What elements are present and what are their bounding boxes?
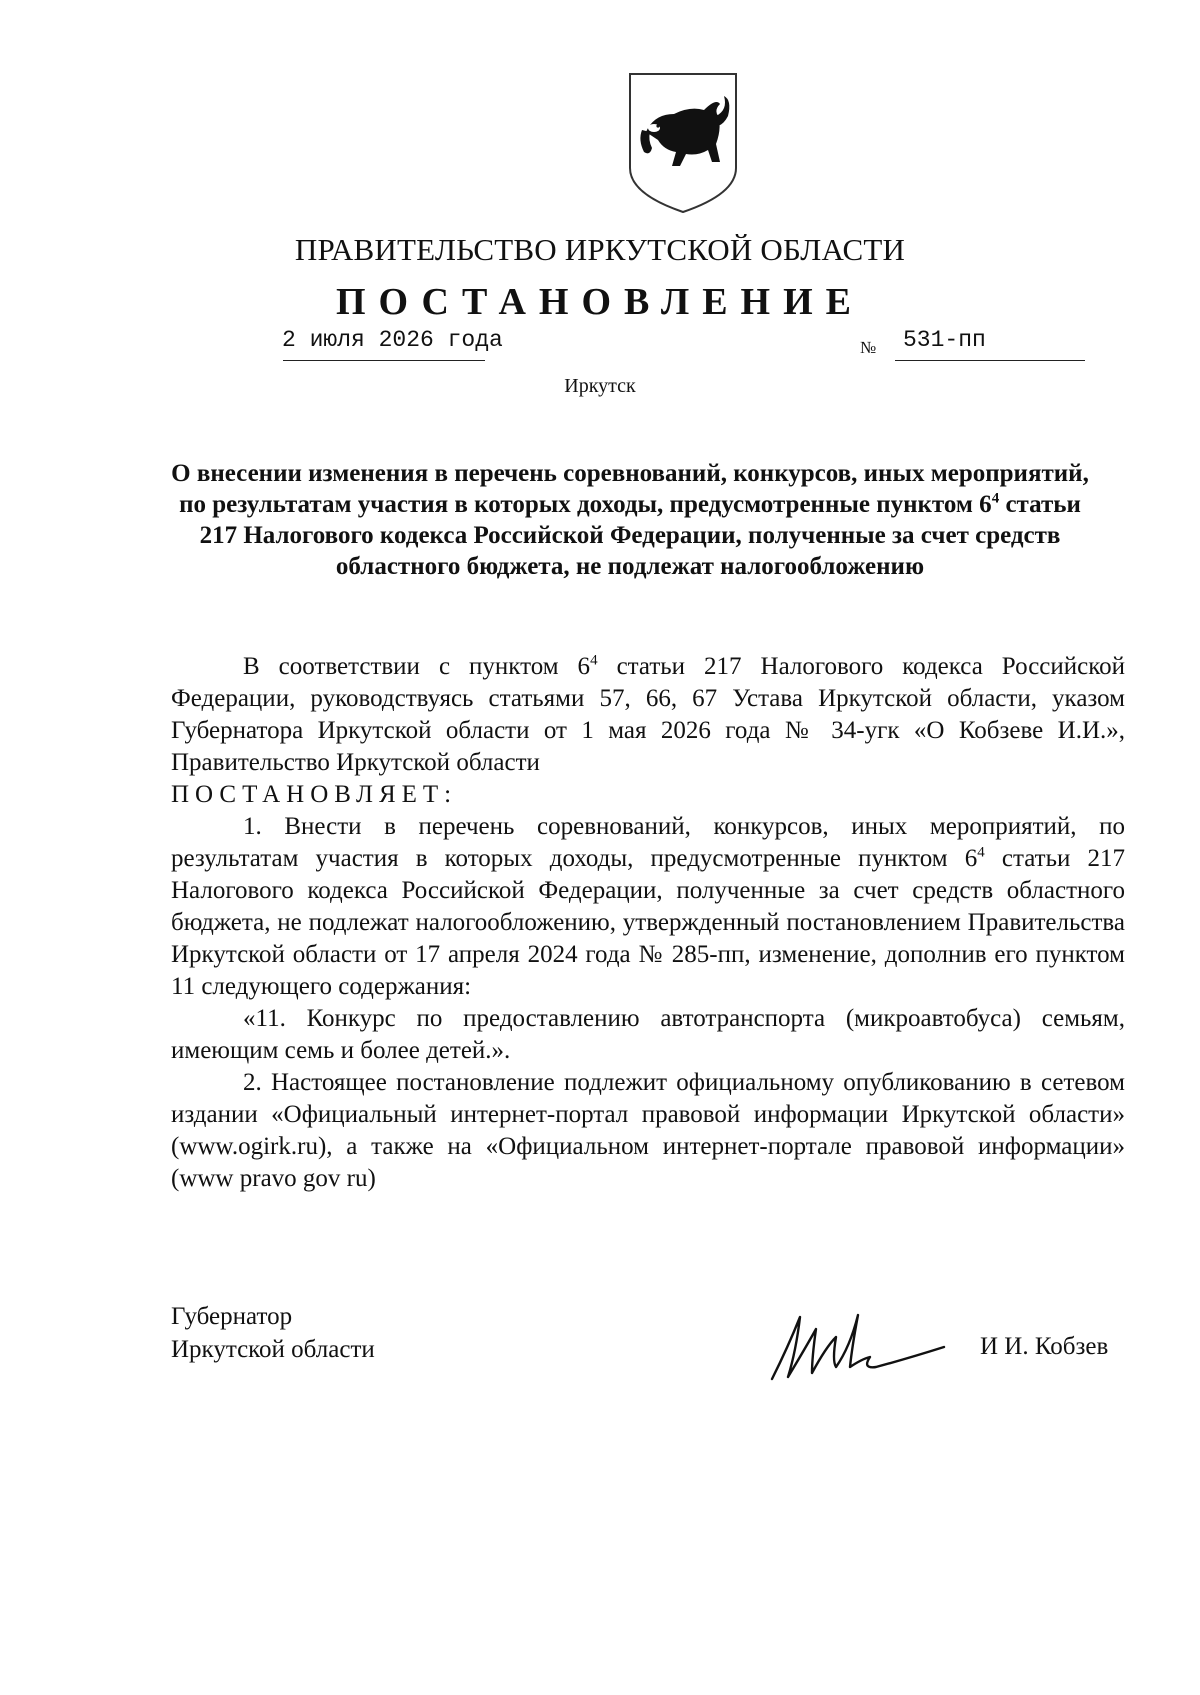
signatory-title-line-2: Иркутской области [171,1336,375,1363]
ruling-word: ПОСТАНОВЛЯЕТ: [171,781,458,808]
document-date: 2 июля 2026 года [282,327,503,353]
document-number: 531-пп [903,327,986,353]
item-1-text-2: статьи 217 Налогового кодекса Российской Федерации, полученные за счет средств областного бюджета, не подлежат налогообложению, утвержденный постановлением Правительства Иркутской области от 17 апреля 2024 года № 285-пп, изменение, дополнив его пунктом 11 следующего содержания: [171,845,1126,1000]
intro-text-2: статьи 217 Налогового кодекса Российской Федерации, руководствуясь статьями 57, 66, 67 Устава Иркутской области, указом Губернатора Иркутской области от 1 мая 2026 года № 34-угк «О Кобзеве И.И.», Правительство Иркутской области [171,653,1126,776]
item-2-paragraph: 2. Настоящее постановление подлежит официальному опубликованию в сетевом издании «Официальный интернет-портал правовой информации Иркутской области» (www.ogirk.ru), а также на «Официальном интернет-портале правовой информации» (www pravo gov ru) [171,1069,1125,1192]
signatory-title [171,1300,375,1366]
government-title: ПРАВИТЕЛЬСТВО ИРКУТСКОЙ ОБЛАСТИ [294,232,906,267]
document-type: ПОСТАНОВЛЕНИЕ [335,281,865,323]
signatory-title-line-1: Губернатор [171,1303,293,1330]
signatory-name: И И. Кобзев [980,1333,1109,1360]
intro-superscript: 4 [590,652,598,669]
intro-text-1: В соответствии с пунктом 6 [243,653,591,680]
irkutsk-coat-of-arms-icon [624,70,742,216]
item-1-quote: «11. Конкурс по предоставлению автотранспорта (микроавтобуса) семьям, имеющим семь и более детей.». [171,1005,1125,1064]
date-underline [283,360,485,361]
document-body [171,651,1125,1195]
item-1-superscript: 4 [977,844,985,861]
subject-superscript: 4 [991,490,1000,507]
item-1-paragraph [171,811,1125,1003]
number-sign: № [860,338,877,357]
intro-paragraph [171,651,1125,779]
subject-text-2: статьи 217 Налогового кодекса Российской Федерации, полученные за счет средств областного бюджета, не подлежат налогообложению [199,491,1081,580]
number-underline [895,360,1085,361]
city: Иркутск [564,375,636,397]
handwritten-signature [766,1307,956,1385]
document-subject [170,458,1090,582]
item-1-text-1: 1. Внести в перечень соревнований, конкурсов, иных мероприятий, по результатам участия в которых доходы, предусмотренные пунктом 6 [171,813,1125,872]
subject-text-1: О внесении изменения в перечень соревнований, конкурсов, иных мероприятий, по результатам участия в которых доходы, предусмотренные пунктом 6 [171,460,1089,518]
